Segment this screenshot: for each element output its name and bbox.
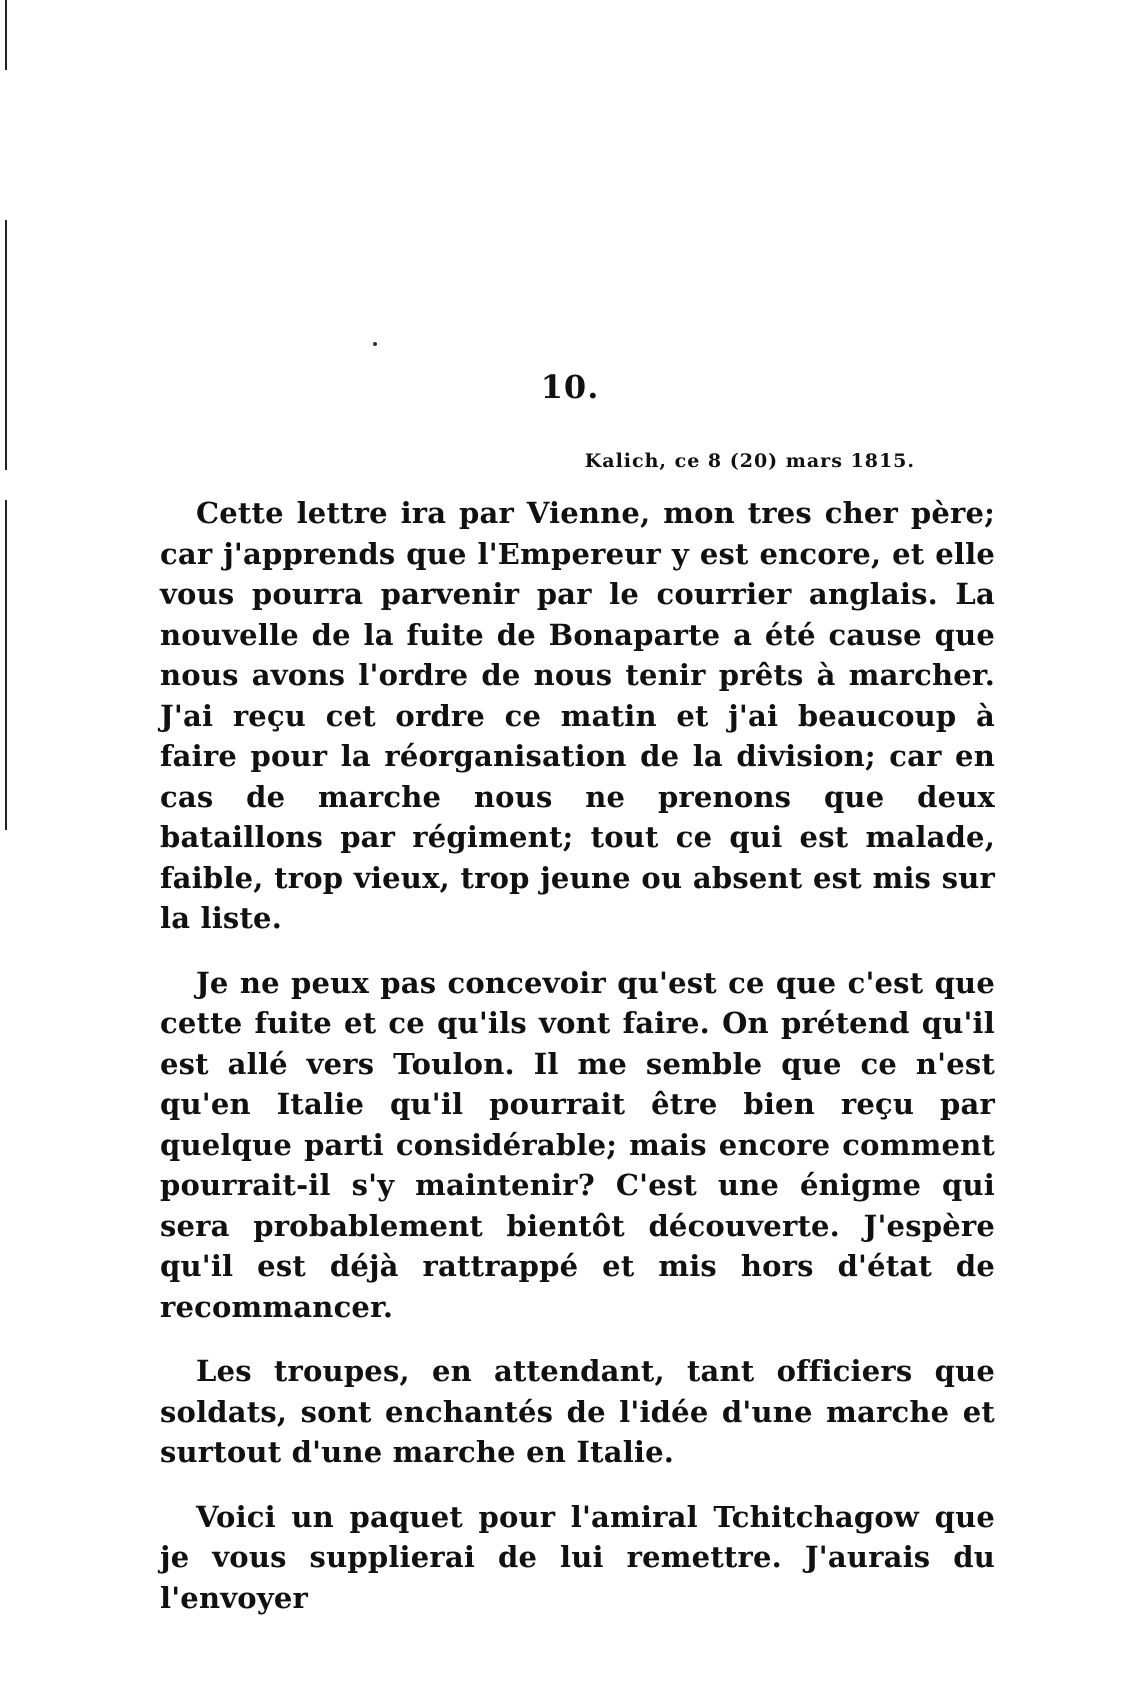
page-edge-mark (5, 500, 7, 830)
paragraph: Voici un paquet pour l'amiral Tchitchagow que je vous supplierai de lui remettre. J'aurais du l'envoyer (160, 1499, 995, 1615)
page-edge-mark (5, 0, 7, 70)
letter-number: 10. (540, 368, 600, 406)
paragraph: Cette lettre ira par Vienne, mon tres cher père; car j'apprends que l'Empereur y est encore, et elle vous pourra parvenir par le courrier anglais. La nouvelle de la fuite de Bonaparte a été cause que nous avons l'ordre de nous tenir prêts à marcher. J'ai reçu cet ordre ce matin et j'ai beaucoup à faire pour la réorganisation de la division; car en cas de marche nous ne prenons que deux bataillons par régiment; tout ce qui est malade, faible, trop vieux, trop jeune ou absent est mis sur la liste. (160, 496, 995, 935)
paragraph: Les troupes, en attendant, tant officiers que soldats, sont enchantés de l'idée d'une marche et surtout d'une marche en Italie. (160, 1354, 995, 1469)
dateline: Kalich, ce 8 (20) mars 1815. (584, 450, 915, 472)
page-edge-mark (5, 220, 7, 470)
scan-speck (373, 342, 377, 346)
letter-body (160, 493, 995, 1642)
paragraph: Je ne peux pas concevoir qu'est ce que c'est que cette fuite et ce qu'ils vont faire. On prétend qu'il est allé vers Toulon. Il me semble que ce n'est qu'en Italie qu'il pourrait être bien reçu par quelque parti considérable; mais encore comment pourrait-il s'y maintenir? C'est une énigme qui sera probablement bientôt découverte. J'espère qu'il est déjà rattrappé et mis hors d'état de recommancer. (160, 965, 995, 1324)
